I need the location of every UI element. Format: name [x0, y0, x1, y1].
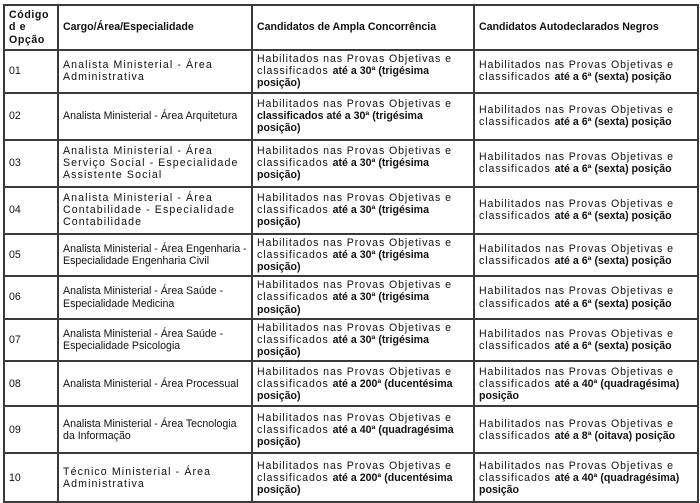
negros-limit: até a 6ª (sexta) posição	[554, 297, 672, 310]
codigo-cell: 08	[4, 361, 58, 406]
ampla-cell	[252, 453, 474, 502]
ampla-limit: até a 40ª (quadragésima posição)	[257, 423, 454, 449]
ampla-text: Habilitados nas Provas Objetivas e classificados	[257, 459, 452, 484]
negros-text: Habilitados nas Provas Objetivas e classificados	[479, 327, 674, 353]
codigo-cell: 10	[4, 453, 58, 502]
ampla-cell	[252, 50, 474, 93]
negros-limit: até a 40ª (quadragésima) posição	[479, 471, 680, 497]
negros-text: Habilitados nas Provas Objetivas e classificados	[479, 417, 674, 442]
negros-limit: até a 6ª (sexta) posição	[554, 71, 672, 84]
ampla-limit: até a 30ª (trigésima posição)	[257, 248, 429, 274]
table-row	[4, 276, 698, 319]
cargo-cell: Analista Ministerial - Área Tecnologia da Informação	[58, 406, 252, 453]
ampla-cell	[252, 406, 474, 453]
header-ampla: Candidatos de Ampla Concorrência	[252, 5, 474, 50]
table-row	[4, 319, 698, 362]
table-row	[4, 93, 698, 140]
ampla-text: Habilitados nas Provas Objetivas e classificados	[257, 279, 452, 304]
negros-limit: até a 6ª (sexta) posição	[554, 116, 672, 129]
ampla-text: Habilitados nas Provas Objetivas e classificados	[257, 411, 452, 436]
cargo-cell: Analista Ministerial - Área Serviço Social - Especialidade Assistente Social	[58, 140, 252, 187]
table-row	[4, 50, 698, 93]
negros-text: Habilitados nas Provas Objetivas e classificados	[479, 150, 674, 176]
negros-limit: até a 8ª (oitava) posição	[554, 429, 676, 442]
negros-text: Habilitados nas Provas Objetivas e classificados	[479, 365, 674, 390]
negros-cell	[474, 187, 698, 234]
ampla-text: Habilitados nas Provas Objetivas e classificados	[257, 53, 452, 78]
ampla-text: Habilitados nas Provas Objetivas e classificados	[257, 236, 452, 261]
negros-text: Habilitados nas Provas Objetivas e classificados	[479, 103, 674, 129]
negros-text: Habilitados nas Provas Objetivas e classificados	[479, 242, 674, 267]
ampla-limit: até a 30ª (trigésima posição)	[257, 204, 429, 229]
ampla-cell	[252, 319, 474, 362]
ampla-limit: até a 30ª (trigésima posição)	[257, 157, 429, 182]
ampla-cell	[252, 234, 474, 277]
negros-cell	[474, 276, 698, 319]
header-cargo: Cargo/Área/Especialidade	[58, 5, 252, 50]
cargo-cell: Analista Ministerial - Área Administrativa	[58, 50, 252, 93]
table-row	[4, 361, 698, 406]
ampla-text: Habilitados nas Provas Objetivas e classificados	[257, 144, 452, 169]
negros-cell	[474, 406, 698, 453]
negros-cell	[474, 234, 698, 277]
table-header-row	[4, 5, 698, 50]
ampla-cell	[252, 140, 474, 187]
codigo-cell: 02	[4, 93, 58, 140]
codigo-cell: 01	[4, 50, 58, 93]
table-row	[4, 140, 698, 187]
codigo-cell: 06	[4, 276, 58, 319]
negros-cell	[474, 319, 698, 362]
codigo-cell: 09	[4, 406, 58, 453]
negros-text: Habilitados nas Provas Objetivas e classificados	[479, 197, 674, 223]
ampla-limit: até a 30ª (trigésima posição)	[257, 65, 429, 90]
ampla-text: Habilitados nas Provas Objetivas e classificados	[257, 191, 452, 216]
table-row	[4, 453, 698, 502]
negros-limit: até a 6ª (sexta) posição	[554, 163, 672, 176]
ampla-limit: classificados até a 30ª (trigésima posição)	[257, 110, 423, 135]
ampla-limit: até a 200ª (ducentésima posição)	[257, 377, 453, 403]
cargo-cell: Analista Ministerial - Área Saúde - Especialidade Medicina	[58, 276, 252, 319]
ampla-limit: até a 30ª (trigésima posição)	[257, 291, 429, 316]
negros-text: Habilitados nas Provas Objetivas e classificados	[479, 459, 674, 484]
table-row	[4, 406, 698, 453]
negros-cell	[474, 93, 698, 140]
ampla-cell	[252, 93, 474, 140]
cargo-cell: Analista Ministerial - Área Saúde - Especialidade Psicologia	[58, 319, 252, 362]
negros-limit: até a 6ª (sexta) posição	[554, 254, 672, 267]
negros-cell	[474, 453, 698, 502]
header-codigo: Código d e Opção	[4, 5, 58, 50]
ampla-text: Habilitados nas Provas Objetivas e classificados	[257, 321, 452, 347]
ampla-cell	[252, 276, 474, 319]
cargo-cell: Analista Ministerial - Área Processual	[58, 361, 252, 406]
negros-cell	[474, 140, 698, 187]
header-negros: Candidatos Autodeclarados Negros	[474, 5, 698, 50]
cargo-cell: Técnico Ministerial - Área Administrativa	[58, 453, 252, 502]
ampla-text: Habilitados nas Provas Objetivas e	[257, 97, 452, 110]
table-row	[4, 187, 698, 234]
ampla-limit: até a 30ª (trigésima posição)	[257, 334, 429, 359]
codigo-cell: 04	[4, 187, 58, 234]
cargo-cell: Analista Ministerial - Área Contabilidade - Especialidade Contabilidade	[58, 187, 252, 234]
cargo-cell: Analista Ministerial - Área Arquitetura	[58, 93, 252, 140]
negros-cell	[474, 50, 698, 93]
ampla-limit: até a 200ª (ducentésima posição)	[257, 471, 453, 497]
negros-limit: até a 6ª (sexta) posição	[554, 210, 672, 223]
negros-text: Habilitados nas Provas Objetivas e classificados	[479, 59, 674, 84]
ampla-cell	[252, 187, 474, 234]
ampla-cell	[252, 361, 474, 406]
negros-cell	[474, 361, 698, 406]
negros-limit: até a 40ª (quadragésima) posição	[479, 377, 680, 403]
codigo-cell: 03	[4, 140, 58, 187]
codigo-cell: 07	[4, 319, 58, 362]
table-row	[4, 234, 698, 277]
cargo-cell: Analista Ministerial - Área Engenharia - Especialidade Engenharia Civil	[58, 234, 252, 277]
negros-limit: até a 6ª (sexta) posição	[554, 340, 672, 353]
ampla-text: Habilitados nas Provas Objetivas e classificados	[257, 365, 452, 390]
codigo-cell: 05	[4, 234, 58, 277]
vagas-table	[3, 4, 699, 503]
negros-text: Habilitados nas Provas Objetivas e classificados	[479, 285, 674, 310]
